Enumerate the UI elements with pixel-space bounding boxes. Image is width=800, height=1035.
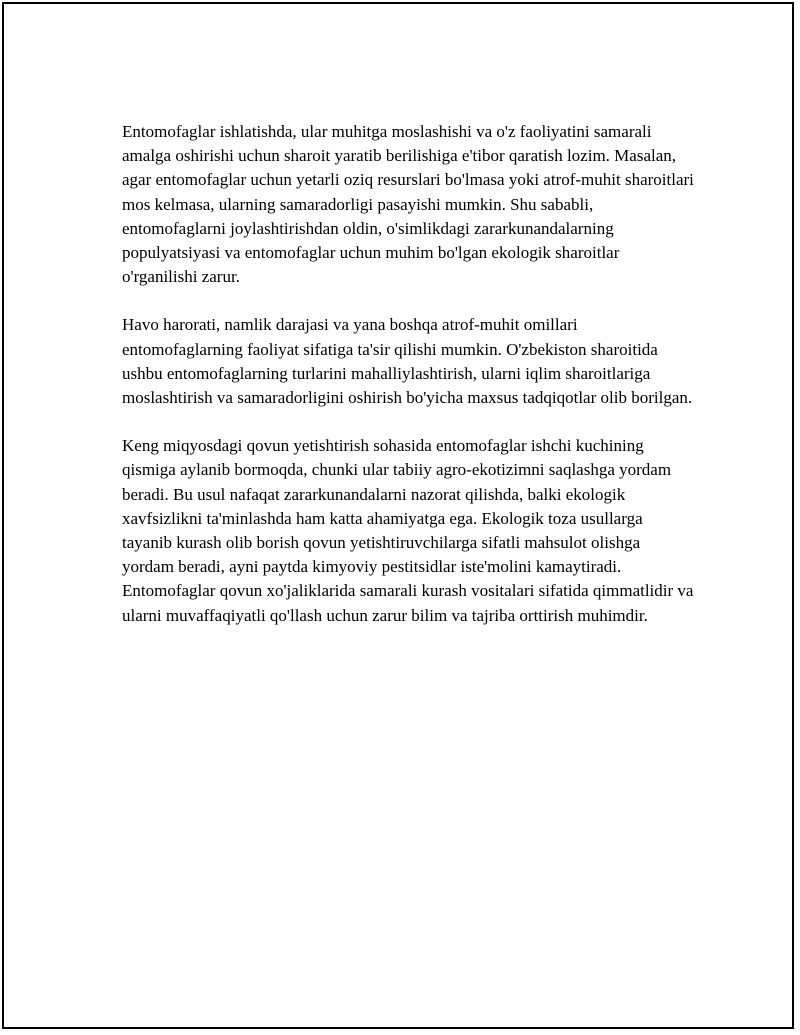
paragraph-3: Keng miqyosdagi qovun yetishtirish sohasida entomofaglar ishchi kuchining qismiga aylanib bormoqda, chunki ular tabiiy agro-ekotizimni saqlashga yordam beradi. Bu usul nafaqat zararkunandalarni nazorat qilishda, balki ekologik xavfsizlikni ta'minlashda ham katta ahamiyatga ega. Ekologik toza usullarga tayanib kurash olib borish qovun yetishtiruvchilarga sifatli mahsulot olishga yordam beradi, ayni paytda kimyoviy pestitsidlar iste'molini kamaytiradi. Entomofaglar qovun xo'jaliklarida samarali kurash vositalari sifatida qimmatlidir va ularni muvaffaqiyatli qo'llash uchun zarur bilim va tajriba orttirish muhimdir. xyxy=(122,436,694,625)
paragraph-2: Havo harorati, namlik darajasi va yana boshqa atrof-muhit omillari entomofaglarning faoliyat sifatiga ta'sir qilishi mumkin. O'zbekiston sharoitida ushbu entomofaglarning turlarini mahalliylashtirish, ularni iqlim sharoitlariga moslashtirish va samaradorligini oshirish bo'yicha maxsus tadqiqotlar olib borilgan. xyxy=(122,315,693,408)
paragraph-1: Entomofaglar ishlatishda, ular muhitga moslashishi va o'z faoliyatini samarali amalga oshirishi uchun sharoit yaratib berilishiga e'tibor qaratish lozim. Masalan, agar entomofaglar uchun yetarli oziq resurslari bo'lmasa yoki atrof-muhit sharoitlari mos kelmasa, ularning samaradorligi pasayishi mumkin. Shu sababli, entomofaglarni joylashtirishdan oldin, o'simlikdagi zararkunandalarning populyatsiyasi va entomofaglar uchun muhim bo'lgan ekologik sharoitlar o'rganilishi zarur. xyxy=(122,122,694,287)
page-border xyxy=(2,2,794,1029)
document-body xyxy=(122,120,694,652)
